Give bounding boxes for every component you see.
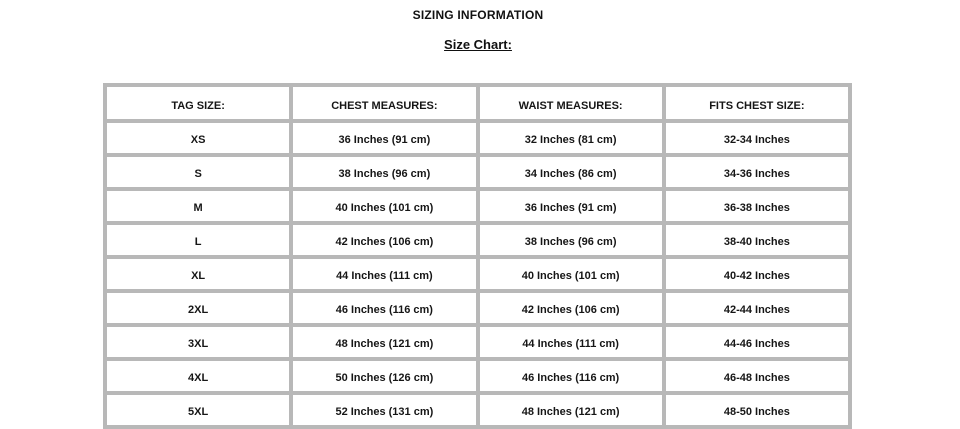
chest-measure-cell: 46 Inches (116 cm) [291,291,477,325]
table-body [105,121,850,427]
tag-size-cell: S [105,155,291,189]
fits-chest-size-cell: 48-50 Inches [664,393,850,427]
chest-measure-cell: 38 Inches (96 cm) [291,155,477,189]
waist-measure-cell: 48 Inches (121 cm) [478,393,664,427]
table-row [105,393,850,427]
fits-chest-size-cell: 44-46 Inches [664,325,850,359]
table-row [105,257,850,291]
column-header-tag-size: TAG SIZE: [105,85,291,121]
fits-chest-size-cell: 46-48 Inches [664,359,850,393]
chest-measure-cell: 52 Inches (131 cm) [291,393,477,427]
page-title: SIZING INFORMATION [412,8,544,22]
tag-size-cell: 3XL [105,325,291,359]
chest-measure-cell: 48 Inches (121 cm) [291,325,477,359]
table-row [105,325,850,359]
chest-measure-cell: 40 Inches (101 cm) [291,189,477,223]
tag-size-cell: 2XL [105,291,291,325]
column-header-fits-chest-size: FITS CHEST SIZE: [664,85,850,121]
column-header-waist-measures: WAIST MEASURES: [478,85,664,121]
chest-measure-cell: 44 Inches (111 cm) [291,257,477,291]
table-row [105,291,850,325]
table-row [105,155,850,189]
fits-chest-size-cell: 34-36 Inches [664,155,850,189]
size-chart-subtitle: Size Chart: [444,37,512,52]
table-row [105,223,850,257]
waist-measure-cell: 42 Inches (106 cm) [478,291,664,325]
table-row [105,121,850,155]
fits-chest-size-cell: 42-44 Inches [664,291,850,325]
chest-measure-cell: 42 Inches (106 cm) [291,223,477,257]
waist-measure-cell: 38 Inches (96 cm) [478,223,664,257]
waist-measure-cell: 46 Inches (116 cm) [478,359,664,393]
size-chart-table [103,83,852,429]
table-row [105,359,850,393]
column-header-chest-measures: CHEST MEASURES: [291,85,477,121]
tag-size-cell: XL [105,257,291,291]
tag-size-cell: 5XL [105,393,291,427]
table-row [105,189,850,223]
chest-measure-cell: 50 Inches (126 cm) [291,359,477,393]
fits-chest-size-cell: 40-42 Inches [664,257,850,291]
table-header [105,85,850,121]
tag-size-cell: 4XL [105,359,291,393]
fits-chest-size-cell: 32-34 Inches [664,121,850,155]
fits-chest-size-cell: 36-38 Inches [664,189,850,223]
tag-size-cell: M [105,189,291,223]
waist-measure-cell: 36 Inches (91 cm) [478,189,664,223]
waist-measure-cell: 34 Inches (86 cm) [478,155,664,189]
chest-measure-cell: 36 Inches (91 cm) [291,121,477,155]
waist-measure-cell: 40 Inches (101 cm) [478,257,664,291]
tag-size-cell: L [105,223,291,257]
fits-chest-size-cell: 38-40 Inches [664,223,850,257]
waist-measure-cell: 44 Inches (111 cm) [478,325,664,359]
header-row [105,85,850,121]
waist-measure-cell: 32 Inches (81 cm) [478,121,664,155]
tag-size-cell: XS [105,121,291,155]
